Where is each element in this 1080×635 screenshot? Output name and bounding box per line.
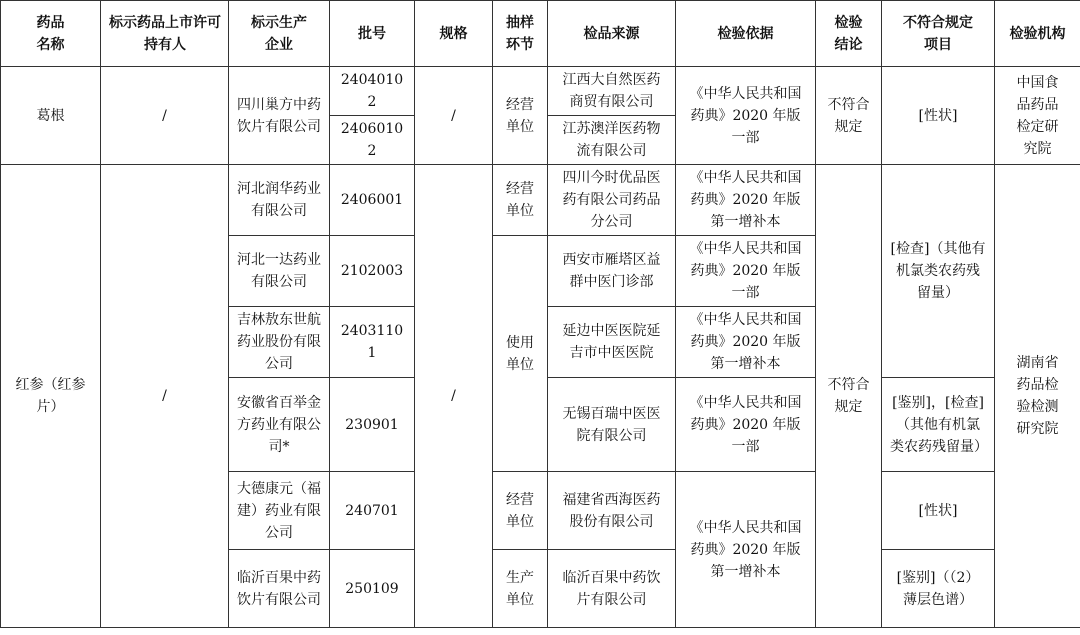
items-cell: [检查]（其他有机氯类农药残留量） (882, 165, 995, 378)
license-holder-cell: / (101, 67, 229, 165)
header-manufacturer: 标示生产企业 (229, 1, 330, 67)
agency-cell: 中国食品药品检定研究院 (995, 67, 1080, 165)
basis-cell: 《中华人民共和国药典》2020 年版一部 (676, 236, 816, 307)
header-agency: 检验机构 (995, 1, 1080, 67)
header-items: 不符合规定项目 (882, 1, 995, 67)
items-cell: [性状] (882, 67, 995, 165)
source-cell: 临沂百果中药饮片有限公司 (548, 550, 676, 628)
source-cell: 西安市雁塔区益群中医门诊部 (548, 236, 676, 307)
batch-cell: 24040102 (330, 67, 415, 116)
stage-cell: 经营单位 (493, 472, 548, 550)
drug-name-cell: 红参（红参片） (1, 165, 101, 628)
items-cell: [鉴别]（（2）薄层色谱） (882, 550, 995, 628)
batch-cell: 24060102 (330, 116, 415, 165)
header-drug-name: 药品名称 (1, 1, 101, 67)
conclusion-cell: 不符合规定 (816, 67, 882, 165)
spec-cell: / (415, 67, 493, 165)
table-row (1, 165, 1080, 236)
drug-name-cell: 葛根 (1, 67, 101, 165)
source-cell: 福建省西海医药股份有限公司 (548, 472, 676, 550)
batch-cell: 2102003 (330, 236, 415, 307)
items-cell: [性状] (882, 472, 995, 550)
basis-cell: 《中华人民共和国药典》2020 年版一部 (676, 67, 816, 165)
stage-cell: 使用单位 (493, 236, 548, 472)
header-batch: 批号 (330, 1, 415, 67)
header-license-holder: 标示药品上市许可持有人 (101, 1, 229, 67)
batch-cell: 230901 (330, 378, 415, 472)
table-row (1, 67, 1080, 116)
source-cell: 四川今时优品医药有限公司药品分公司 (548, 165, 676, 236)
manufacturer-cell: 临沂百果中药饮片有限公司 (229, 550, 330, 628)
header-source: 检品来源 (548, 1, 676, 67)
header-basis: 检验依据 (676, 1, 816, 67)
batch-cell: 2406001 (330, 165, 415, 236)
stage-cell: 经营单位 (493, 67, 548, 165)
source-cell: 江西大自然医药商贸有限公司 (548, 67, 676, 116)
basis-cell: 《中华人民共和国药典》2020 年版一部 (676, 378, 816, 472)
manufacturer-cell: 安徽省百举金方药业有限公司* (229, 378, 330, 472)
conclusion-cell: 不符合规定 (816, 165, 882, 628)
stage-cell: 经营单位 (493, 165, 548, 236)
manufacturer-cell: 河北一达药业有限公司 (229, 236, 330, 307)
manufacturer-cell: 大德康元（福建）药业有限公司 (229, 472, 330, 550)
items-cell: [鉴别]，[检查]（其他有机氯类农药残留量） (882, 378, 995, 472)
spec-cell: / (415, 165, 493, 628)
batch-cell: 240701 (330, 472, 415, 550)
source-cell: 延边中医医院延吉市中医医院 (548, 307, 676, 378)
header-row (1, 1, 1080, 67)
header-stage: 抽样环节 (493, 1, 548, 67)
manufacturer-cell: 吉林敖东世航药业股份有限公司 (229, 307, 330, 378)
agency-cell: 湖南省药品检验检测研究院 (995, 165, 1080, 628)
source-cell: 江苏澳洋医药物流有限公司 (548, 116, 676, 165)
batch-cell: 24031101 (330, 307, 415, 378)
basis-cell: 《中华人民共和国药典》2020 年版第一增补本 (676, 307, 816, 378)
manufacturer-cell: 河北润华药业有限公司 (229, 165, 330, 236)
stage-cell: 生产单位 (493, 550, 548, 628)
license-holder-cell: / (101, 165, 229, 628)
source-cell: 无锡百瑞中医医院有限公司 (548, 378, 676, 472)
basis-cell: 《中华人民共和国药典》2020 年版第一增补本 (676, 165, 816, 236)
batch-cell: 250109 (330, 550, 415, 628)
header-spec: 规格 (415, 1, 493, 67)
header-conclusion: 检验结论 (816, 1, 882, 67)
manufacturer-cell: 四川巢方中药饮片有限公司 (229, 67, 330, 165)
basis-cell: 《中华人民共和国药典》2020 年版第一增补本 (676, 472, 816, 628)
